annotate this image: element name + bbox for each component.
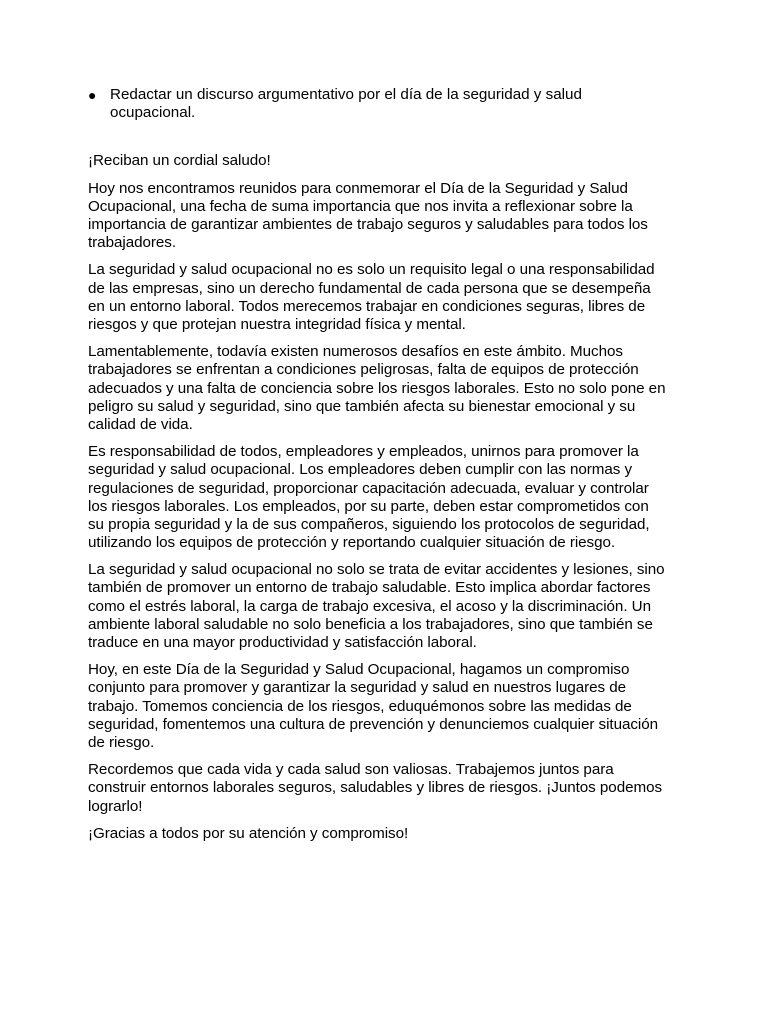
- challenges-paragraph: Lamentablemente, todavía existen numerosos desafíos en este ámbito. Muchos trabajadores se enfrentan a condiciones peligrosas, falta de equipos de protección adecuados y una falta de conciencia sobre los riesgos laborales. Esto no solo pone en peligro su salud y seguridad, sino que también afecta su bienestar emocional y su calidad de vida.: [88, 343, 666, 433]
- task-bullet-list: [88, 86, 648, 122]
- closing-paragraph: Recordemos que cada vida y cada salud son valiosas. Trabajemos juntos para construir entornos laborales seguros, saludables y libres de riesgos. ¡Juntos podemos lograrlo!: [88, 761, 663, 815]
- task-bullet-item: [88, 86, 648, 122]
- intro-paragraph: Hoy nos encontramos reunidos para conmemorar el Día de la Seguridad y Salud Ocupacional, una fecha de suma importancia que nos invita a reflexionar sobre la importancia de garantizar ambientes de trabajo seguros y saludables para todos los trabajadores.: [88, 179, 648, 251]
- rights-paragraph: La seguridad y salud ocupacional no es solo un requisito legal o una responsabilidad de las empresas, sino un derecho fundamental de cada persona que se desempeña en un entorno laboral. Todos merecemos trabajar en condiciones seguras, libres de riesgos y que protejan nuestra integridad física y mental.: [88, 261, 655, 333]
- thanks-paragraph: ¡Gracias a todos por su atención y compromiso!: [88, 825, 409, 843]
- responsibility-paragraph: Es responsabilidad de todos, empleadores y empleados, unirnos para promover la seguridad y salud ocupacional. Los empleadores deben cumplir con las normas y regulaciones de seguridad, proporcionar capacitación adecuada, evaluar y controlar los riesgos laborales. Los empleados, por su parte, deben estar comprometidos con su propia seguridad y la de sus compañeros, siguiendo los protocolos de seguridad, utilizando los equipos de protección y reportando cualquier situación de riesgo.: [88, 443, 650, 551]
- commitment-paragraph: Hoy, en este Día de la Seguridad y Salud Ocupacional, hagamos un compromiso conjunto para promover y garantizar la seguridad y salud en nuestros lugares de trabajo. Tomemos conciencia de los riesgos, eduquémonos sobre las medidas de seguridad, fomentemos una cultura de prevención y denunciemos cualquier situación de riesgo.: [88, 661, 659, 751]
- greeting-paragraph: ¡Reciban un cordial saludo!: [88, 152, 271, 169]
- bullet-dot-icon: ●: [88, 87, 97, 103]
- speech-body: [88, 152, 668, 853]
- task-bullet-text: Redactar un discurso argumentativo por el día de la seguridad y salud ocupacional.: [110, 86, 582, 122]
- healthy-environment-paragraph: La seguridad y salud ocupacional no solo se trata de evitar accidentes y lesiones, sino también de promover un entorno de trabajo saludable. Esto implica abordar factores como el estrés laboral, la carga de trabajo excesiva, el acoso y la discriminación. Un ambiente laboral saludable no solo beneficia a los trabajadores, sino que también se traduce en una mayor productividad y satisfacción laboral.: [88, 561, 665, 651]
